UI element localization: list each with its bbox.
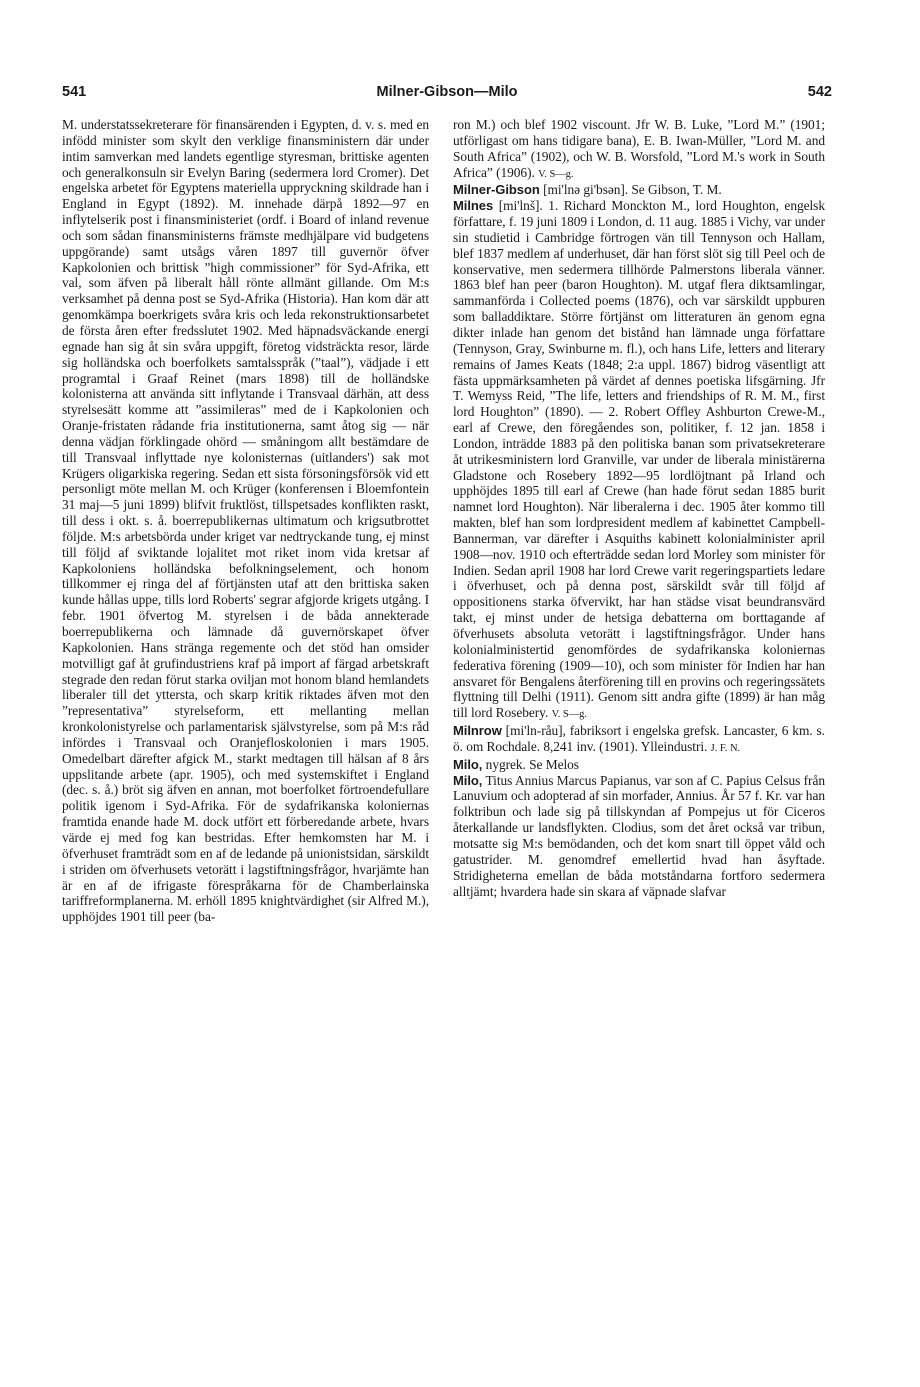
headword: Milnes: [453, 198, 494, 214]
entry-milo-person: [453, 773, 825, 900]
author-signature: V. S—g.: [538, 168, 574, 180]
headword: Milnrow: [453, 723, 502, 739]
milner-entry-text: M. understatssekreterare för finansärenden i Egypten, d. v. s. med en infödd minister som skylt den verklige finansministern där under intim samverkan med landets egentlige styresman, brittiske agenten och generalkonsuln sir Evelyn Baring (sedermera lord Cromer). Det engelska arbetet för Egyptens materiella uppryckning skildrade han i England in Egypt (1892). M. innehade därpå 1892—97 en inflytelserik post i finansministeriet (ordf. i Board of inland revenue och som sådan finansministerns främste medhjälpare vid budgetens uppgörande) samt utsågs våren 1897 till guvernör öfver Kapkolonien och brittisk ”high commissioner” för Syd-Afrika, ett val, som äfven på liberalt håll rönte allmänt gillande. Om M:s verksamhet på denna post se Syd-Afrika (Historia). Han kom där att genomkämpa boerkrigets svåra kris och leda rekonstruktionsarbetet de första åren efter fredsslutet 1902. Med häpnadsväckande energi egnade han sig åt sin svåra uppgift, företog vidsträckta resor, lärde sig holländska och boerfolkets samtalsspråk (”taal”), vädjade i ett programtal i Graaf Reinet (mars 1898) till de holländske kolonisterna att använda sitt inflytande i Transvaal därhän, att dess styrelsesätt komme att ”assimileras” med de i Kapkolonien och Oranje-fristaten rådande fria institutionerna, samt åtog sig — när denna vädjan förklingade ohörd — småningom allt bestämdare de till Transvaal inflyttade nye kolonisternas (uitlanders') sak mot Krügers oligarkiska regering. Sedan ett sista försoningsförsök vid ett personligt möte mellan M. och Krüger (konferensen i Bloemfontein 31 maj—5 juni 1899) blifvit fruktlöst, tillspetsades konflikten raskt, till dess i okt. s. å. boerrepublikernas ultimatum och krigsutbrottet följde. M:s arbetsbörda under kriget var nedtryckande tung, ej minst till följd af sviktande lojalitet mot riket inom vida kretsar af Kapkoloniens holländska befolkningselement, och honom tillkommer ej ringa del af förtjänsten utaf att den brittiska saken kunde hållas uppe, tills lord Roberts' segrar afgjorde krigets utgång. I febr. 1901 öfvertog M. styrelsen i de båda annekterade boerrepublikerna och lämnade då guvernörskapet öfver Kapkolonien. Hans stränga regemente och det stöd han omsider motvilligt gaf åt grufindustriens kraf på import af färgad arbetskraft stegrade den redan förut starka oviljan mot honom bland hemlandets liberaler till det yttersta, och skarp kritik riktades äfven mot den ”representativa” styrelseform, ett mellanting mellan kronkolonistyrelse och parlamentarisk självstyrelse, som på M:s råd infördes i Transvaal och Oranjefloskolonien i mars 1905. Omedelbart därefter afgick M., starkt medtagen till hälsan af 8 års uppslitande arbete (apr. 1905), och med systemskiftet i England (dec. s. å.) bröt sig äfven en annan, mot boerfolket förtroendefullare politik igenom i Syd-Afrika. För de sydafrikanska koloniernas framtida enande hade M. dock utfört ett förberedande arbete, hvars värde ej med fog kan bestridas. Efter hemkomsten har M. i öfverhuset framträdt som en af de ledande på unionistsidan, särskildt i striden om öfverhusets vetorätt i lagstiftningsfrågor, hvarjämte han är en af de ifrigaste förespråkarna för de Chamberlainska tariffreformplanerna. M. erhöll 1895 knightvärdighet (sir Alfred M.), upphöjdes 1901 till peer (ba-: [62, 117, 429, 925]
entry-milnrow: [453, 723, 825, 757]
page-number-right: 542: [807, 84, 832, 100]
milner-continuation-text: ron M.) och blef 1902 viscount. Jfr W. B. Luke, ”Lord M.” (1901; utförligast om hans tidigare bana), E. B. Iwan-Müller, ”Lord M. and South Africa” (1902), och W. B. Worsfold, ”Lord M.'s work in South Africa” (1906).: [453, 117, 825, 180]
entry-text: [mi'ln-råu], fabriksort i engelska grefsk. Lancaster, 6 km. s. ö. om Rochdale. 8,241 inv. (1901). Ylleindustri.: [453, 723, 825, 754]
entry-text: Titus Annius Marcus Papianus, var son af C. Papius Celsus från Lanuvium och adopterad af sin morfader, Annius. År 57 f. Kr. var han folktribun och lade sig på tillskyndan af Pompejus ut för Ciceros återkallande ur landsflykten. Clodius, som det året också var tribun, motsatte sig M:s bemödanden, och det kom snart till öppet våld och gatustrider. M. genomdref emellertid hvad han åsyftade. Stridigheterna emellan de båda motståndarna fortforo sedermera alltjämt; hvardera hade sin skara af väpnade slafvar: [453, 772, 825, 899]
page-number-left: 541: [62, 84, 87, 100]
author-signature: J. F. N.: [710, 742, 741, 754]
headword: Milo,: [453, 772, 483, 788]
left-column: [62, 117, 429, 925]
running-title: Milner-Gibson—Milo: [376, 84, 518, 100]
milner-entry-continuation: [453, 117, 825, 182]
entry-text: nygrek. Se Melos: [485, 756, 579, 772]
entry-milner-gibson: [453, 182, 825, 198]
entry-text: [mi'lnə gi'bsən]. Se Gibson, T. M.: [543, 182, 722, 198]
entry-milnes: [453, 198, 825, 723]
headword: Milner-Gibson: [453, 182, 540, 198]
entry-milo-place: [453, 757, 825, 773]
page-header: [62, 84, 832, 104]
right-column: [453, 117, 825, 899]
entry-text: [mi'lnš]. 1. Richard Monckton M., lord Houghton, engelsk författare, f. 19 juni 1809 i London, d. 11 aug. 1885 i Vichy, var under sin studietid i Cambridge förtrogen vän till Tennyson och Hallam, blef 1837 medlem af underhuset, där han först slöt sig till Peel och de konservative, men sedermera tillhörde Palmerstons liberala vänner. 1863 blef han peer (baron Houghton). M. utgaf flera diktsamlingar, sammanförda i Collected poems (1876), och var särskildt uppburen som balladdiktare. Större förtjänst om litteraturen än genom egna dikter inlade han genom det bistånd han lämnade unga författare (Tennyson, Gray, Swinburne m. fl.), och hans Life, letters and literary remains of James Keats (1848; 2:a uppl. 1867) bidrog väsentligt att fästa uppmärksamheten på värdet af dennes poetiska lifsgärning. Jfr T. Wemyss Reid, ”The life, letters and friendships of R. M. M., first lord Houghton” (1890). — 2. Robert Offley Ashburton Crewe-M., earl af Crewe, den föregåendes son, politiker, f. 12 jan. 1858 i London, inträdde 1883 på den politiska banan som privatsekreterare åt utrikesministern lord Granville, var under de liberala ministärerna Gladstone och Rosebery 1892—95 lordlöjtnant på Irland och upphöjdes 1895 till earl af Crewe (han hade förut sedan 1885 burit namnet lord Houghton). När liberalerna i dec. 1905 åter kommo till makten, blef han som lordpresident medlem af kabinettet Campbell-Bannerman, var därefter i Asquiths kabinett kolonialminister april 1908—nov. 1910 och efterträdde sedan lord Morley som minister för Indien. Sedan april 1908 har lord Crewe varit regeringspartiets ledare i öfverhuset, och på denna post, särskildt svår till följd af oppositionens starka öfvervikt, har han städse visat beundransvärd takt, ej minst under de hetsiga debatterna om borttagande af öfverhusets absoluta vetorätt i lagstiftningsfrågor. Under hans kolonialministertid genomfördes de sydafrikanska koloniernas federativa förening (1909—10), och som minister för Indien har han ansvaret för Bengalens återförening till en provins och regeringssätets flyttning till Delhi (1911). Genom sitt andra gifte (1899) är han måg till lord Rosebery.: [453, 198, 825, 721]
headword: Milo,: [453, 756, 483, 772]
author-signature: V. S—g.: [551, 709, 587, 721]
